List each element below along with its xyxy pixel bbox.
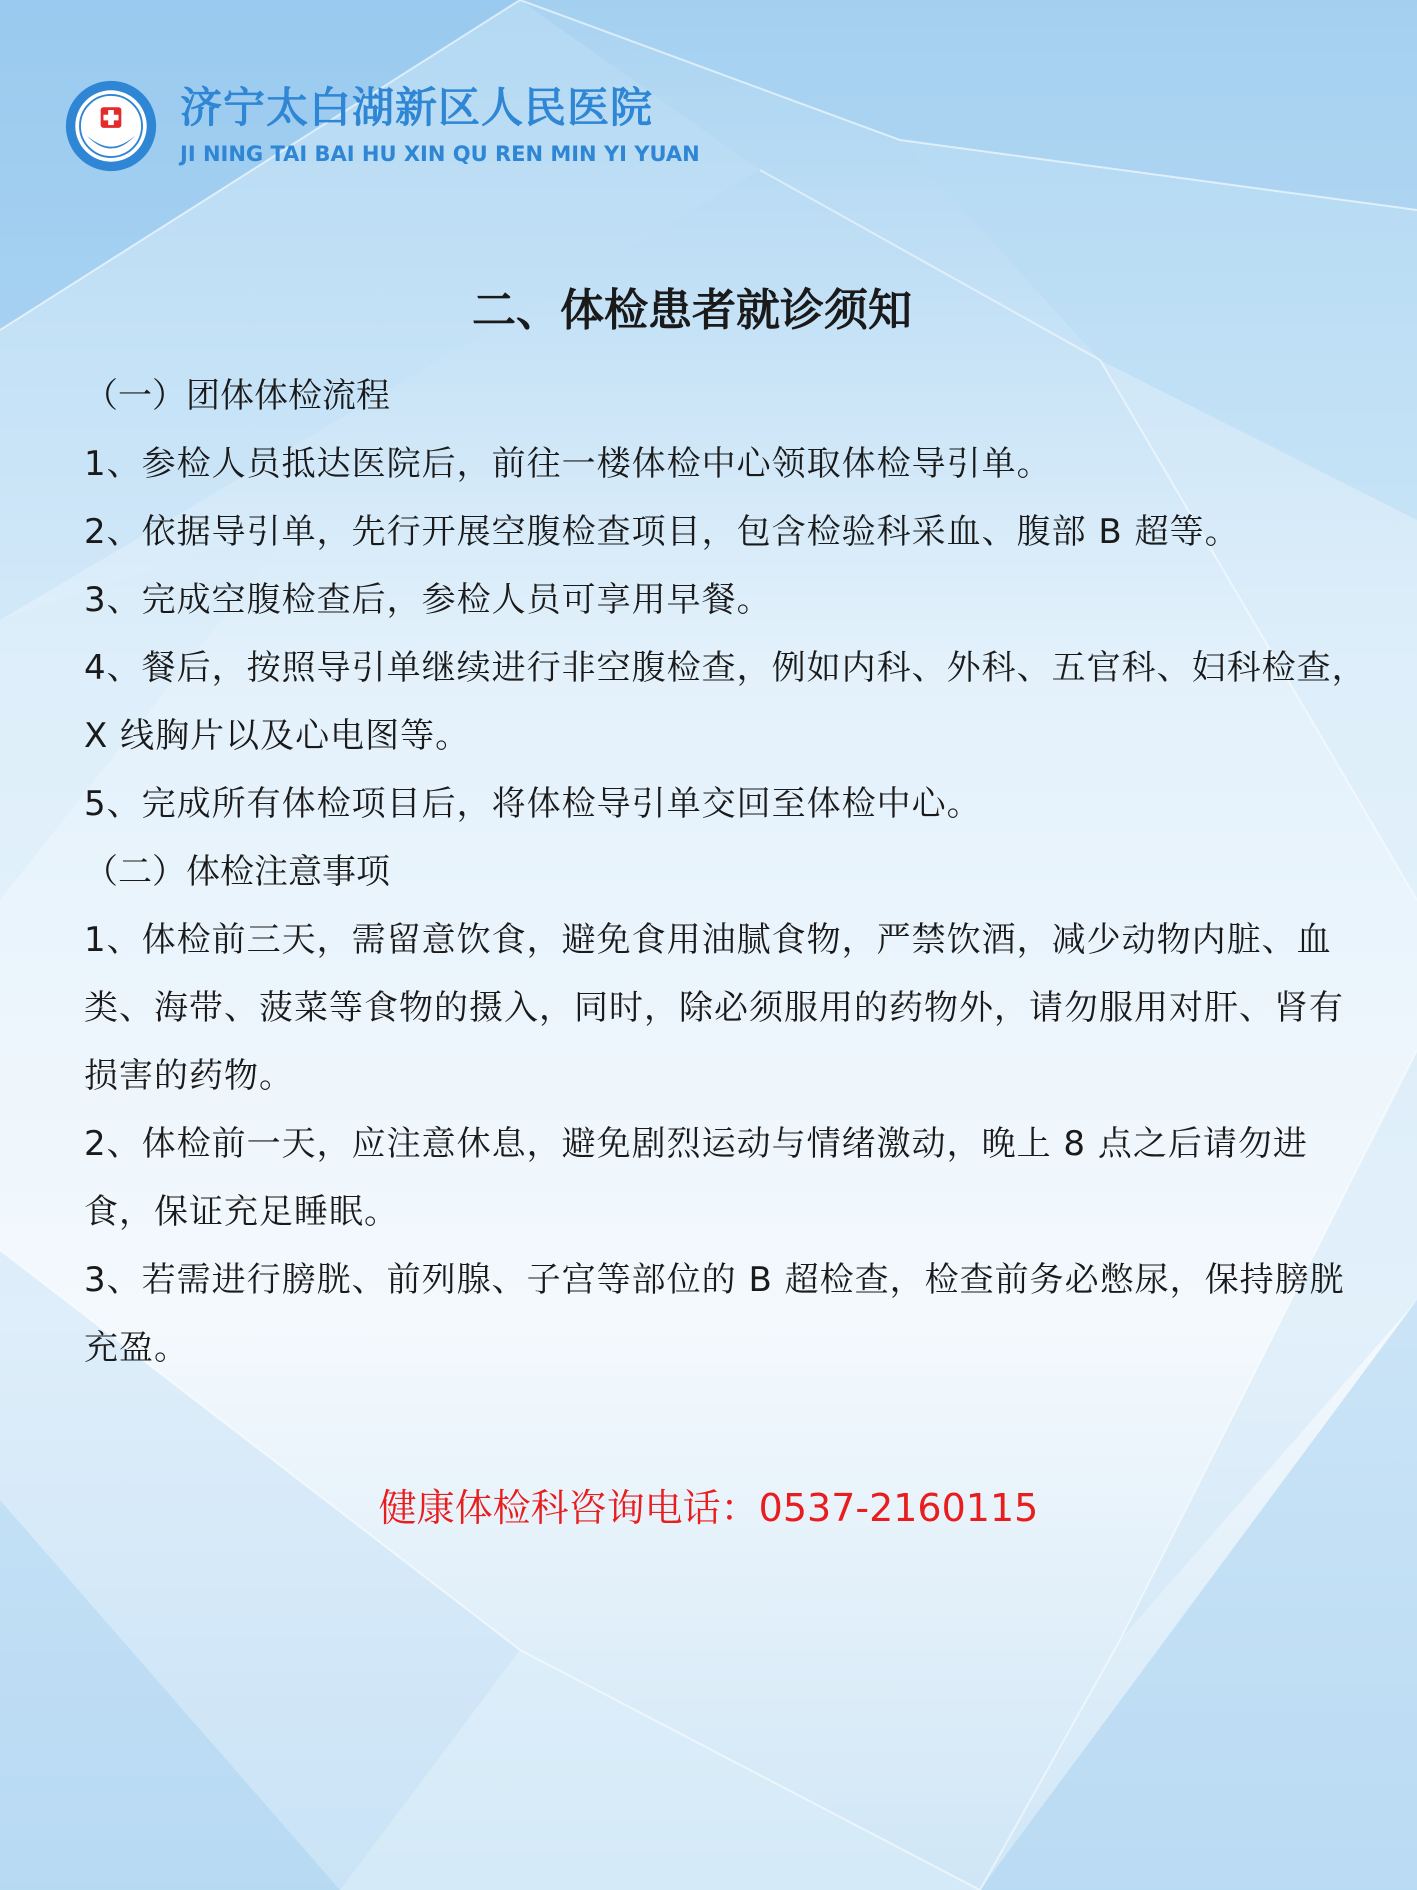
notice-title: 二、体检患者就诊须知	[472, 285, 912, 336]
hospital-name-en: JI NING TAI BAI HU XIN QU REN MIN YI YUAN	[180, 142, 700, 166]
list-item: 3、完成空腹检查后，参检人员可享用早餐。	[84, 580, 772, 620]
list-item: 2、依据导引单，先行开展空腹检查项目，包含检验科采血、腹部 B 超等。	[84, 512, 1240, 552]
notice-content	[84, 274, 1374, 1382]
list-item: 1、参检人员抵达医院后，前往一楼体检中心领取体检导引单。	[84, 444, 1052, 484]
list-item: 3、若需进行膀胱、前列腺、子宫等部位的 B 超检查，检查前务必憋尿，保持膀胱充盈。	[84, 1260, 1345, 1368]
list-item: 2、体检前一天，应注意休息，避免剧烈运动与情绪激动，晚上 8 点之后请勿进食，保证充足睡眠。	[84, 1124, 1308, 1232]
list-item: 5、完成所有体检项目后，将体检导引单交回至体检中心。	[84, 784, 982, 824]
section-heading: （二）体检注意事项	[84, 852, 390, 892]
list-item: 4、餐后，按照导引单继续进行非空腹检查，例如内科、外科、五官科、妇科检查，X 线胸片以及心电图等。	[84, 648, 1367, 756]
list-item: 1、体检前三天，需留意饮食，避免食用油腻食物，严禁饮酒，减少动物内脏、血类、海带、菠菜等食物的摄入，同时，除必须服用的药物外，请勿服用对肝、肾有损害的药物。	[84, 920, 1344, 1096]
contact-phone: 健康体检科咨询电话：0537-2160115	[378, 1486, 1039, 1530]
hospital-logo-icon	[64, 79, 158, 173]
hospital-header	[64, 74, 700, 178]
section-group-process	[84, 362, 1374, 838]
section-group-precautions	[84, 838, 1374, 1382]
hospital-name-cn: 济宁太白湖新区人民医院	[180, 83, 654, 132]
section-heading: （一）团体体检流程	[84, 376, 390, 416]
